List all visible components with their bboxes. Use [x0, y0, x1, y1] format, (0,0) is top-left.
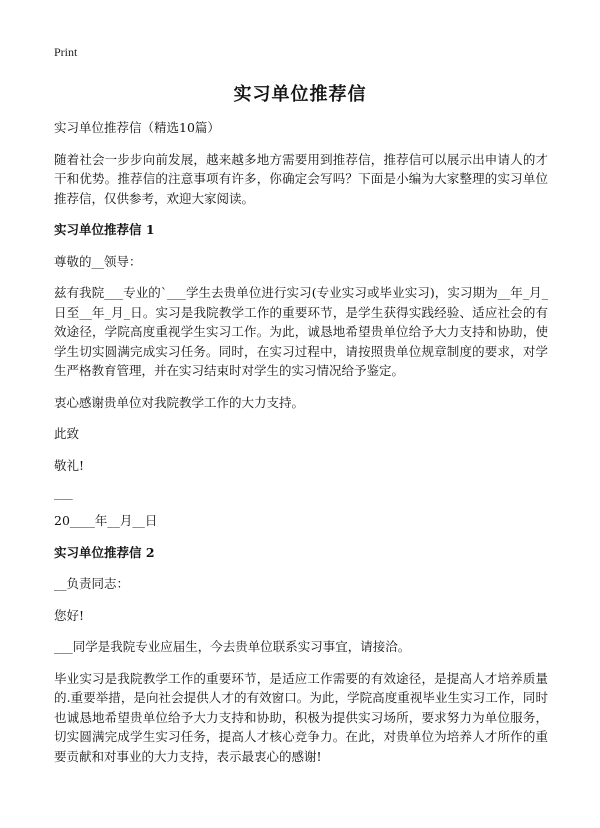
letter2-body: 毕业实习是我院教学工作的重要环节，是适应工作需要的有效途径，是提高人才培养质量的.重要举措，是向社会提供人才的有效窗口。为此，学院高度重视毕业生实习工作，同时也诚恳地希望贵单位给予大力支持和协助，积极为提供实习场所，要求努力为单位服务，切实圆满完成学生实习任务，提高人才核心竞争力。在此，对贵单位为培养人才所作的重要贡献和对事业的大力支持，表示最衷心的感谢! [54, 670, 548, 764]
document-subtitle: 实习单位推荐信（精选10篇） [54, 120, 220, 135]
letter1-signature-line: ___ [54, 485, 73, 500]
letter1-thanks: 衷心感谢贵单位对我院教学工作的大力支持。 [54, 394, 305, 410]
letter1-closing-2: 敬礼! [54, 457, 85, 473]
letter2-greeting: 您好! [54, 607, 85, 623]
page-title: 实习单位推荐信 [233, 84, 367, 105]
document-body [54, 118, 548, 778]
letter2-heading: 实习单位推荐信 2 [54, 544, 155, 560]
letter1-body: 兹有我院___专业的`___学生去贵单位进行实习(专业实习或毕业实习)，实习期为__年_月_日至__年_月_日。实习是我院教学工作的重要环节，是学生获得实践经验、适应社会的有效途径，学院高度重视学生实习工作。为此，诚恳地希望贵单位给予大力支持和协助，使学生切实圆满完成实习任务。同时，在实习过程中，请按照贵单位规章制度的要求，对学生严格教育管理，并在实习结束时对学生的实习情况给予鉴定。 [54, 285, 548, 378]
letter1-heading: 实习单位推荐信 1 [54, 222, 155, 237]
letter1-closing-1: 此致 [54, 426, 80, 441]
letter2-salutation: __负责同志： [54, 576, 130, 591]
letter1-date: 20____年__月__日 [54, 513, 158, 528]
letter2-intro: ___同学是我院专业应届生，今去贵单位联系实习事宜，请接洽。 [54, 639, 411, 654]
intro-paragraph: 随着社会一步步向前发展，越来越多地方需要用到推荐信，推荐信可以展示出申请人的才干和优势。推荐信的注意事项有许多，你确定会写吗？下面是小编为大家整理的实习单位推荐信，仅供参考，欢迎大家阅读。 [54, 151, 548, 206]
print-link[interactable]: Print [54, 45, 78, 59]
letter1-salutation: 尊敬的__领导： [54, 253, 142, 269]
